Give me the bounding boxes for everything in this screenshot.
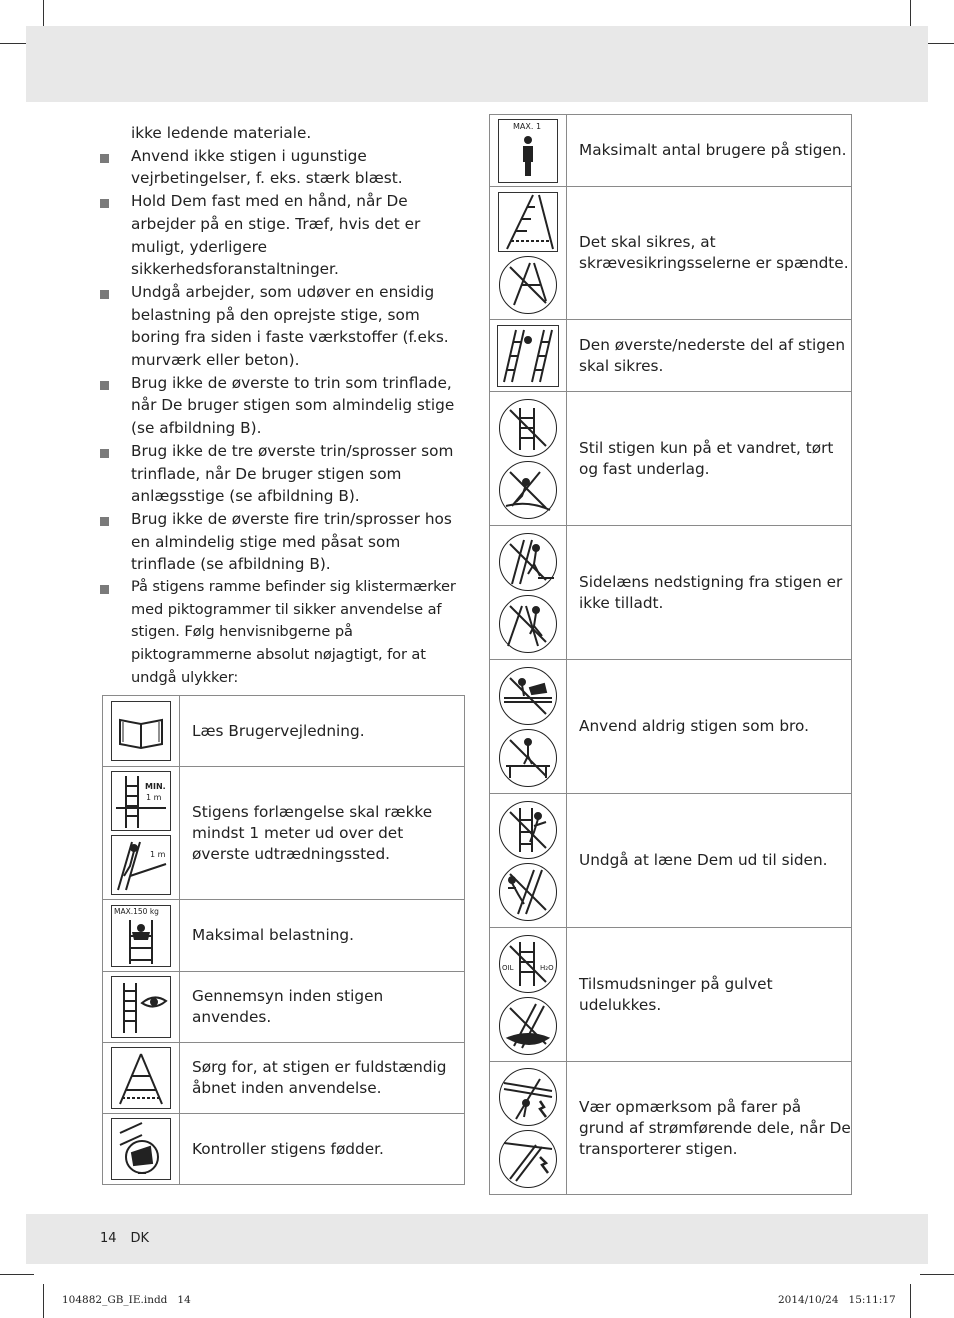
no-bridge-icon bbox=[490, 667, 566, 787]
pictogram-text: Maksimal belastning. bbox=[180, 900, 465, 972]
ladder-feet-icon bbox=[111, 1118, 171, 1180]
pictogram-text: Stigens forlængelse skal række mindst 1 meter ud over det øverste udtrædningssted. bbox=[180, 767, 465, 900]
pictogram-text: Maksimalt antal brugere på stigen. bbox=[567, 115, 852, 187]
bullet-square bbox=[100, 199, 109, 208]
electric-hazard-icon bbox=[490, 1068, 566, 1188]
overreach-circle-icon bbox=[499, 801, 557, 859]
pictogram-cell bbox=[103, 900, 180, 972]
pictogram-cell bbox=[490, 1062, 567, 1195]
pictogram-cell bbox=[490, 526, 567, 660]
open-ladder-icon bbox=[111, 1047, 171, 1109]
pictogram-text: Undgå at læne Dem ud til siden. bbox=[567, 794, 852, 928]
book-icon bbox=[111, 701, 171, 761]
pictogram-row bbox=[490, 794, 852, 928]
distance-label: 1 m bbox=[146, 793, 162, 802]
bullet-item bbox=[100, 145, 468, 190]
pictogram-cell bbox=[490, 794, 567, 928]
pictogram-row bbox=[490, 928, 852, 1062]
pictogram-text: Anvend aldrig stigen som bro. bbox=[567, 660, 852, 794]
pictogram-row bbox=[103, 767, 465, 900]
bullet-text: Brug ikke de øverste to trin som trinflade, når De bruger stigen som almindelig stige (se afbildning B). bbox=[131, 373, 455, 438]
ladder-extension-top-icon bbox=[111, 771, 171, 831]
water-label: H₂O bbox=[540, 963, 554, 972]
pictogram-row bbox=[490, 526, 852, 660]
pictogram-row bbox=[490, 320, 852, 392]
pictogram-text: Gennemsyn inden stigen anvendes. bbox=[180, 972, 465, 1043]
no-contamination-icon bbox=[490, 935, 566, 1055]
page-footer bbox=[100, 1231, 163, 1246]
bullet-square bbox=[100, 381, 109, 390]
no-overreach-icon bbox=[490, 801, 566, 921]
bullet-text: På stigens ramme befinder sig klistermærker med piktogrammer til sikker anvendelse af stigen. Følg henvisnibgerne på piktogrammerne absolut nøjagtigt, for at undgå ulykker: bbox=[131, 578, 456, 686]
bullet-square bbox=[100, 154, 109, 163]
page-number: 14 bbox=[100, 1231, 117, 1246]
distance-label: 1 m bbox=[150, 850, 166, 859]
bullet-item bbox=[100, 281, 468, 372]
bullet-text: Undgå arbejder, som udøver en ensidig belastning på den oprejste stige, som boring fra siden i faste værkstoffer (f.eks. murværk eller beton). bbox=[131, 282, 449, 370]
pictogram-cell bbox=[490, 660, 567, 794]
crop-mark bbox=[0, 1274, 34, 1275]
pictogram-cell bbox=[490, 115, 567, 187]
pictogram-row bbox=[490, 187, 852, 320]
pictogram-row bbox=[103, 1043, 465, 1114]
bullet-item bbox=[100, 508, 468, 576]
pictogram-cell bbox=[490, 928, 567, 1062]
secure-ladder-icon bbox=[497, 325, 559, 387]
pictogram-table-left bbox=[102, 695, 465, 1185]
pictogram-cell bbox=[103, 696, 180, 767]
ladder-ground-circle-icon bbox=[499, 399, 557, 457]
power-line-circle-icon bbox=[499, 1068, 557, 1126]
inspect-ladder-icon bbox=[111, 976, 171, 1038]
pictogram-row bbox=[103, 696, 465, 767]
pictogram-row bbox=[490, 392, 852, 526]
ladder-extension-icon bbox=[103, 771, 179, 895]
bullet-text: Brug ikke de tre øverste trin/sprosser som trinflade, når De bruger stigen som anlægsstige (se afbildning B). bbox=[131, 441, 454, 506]
spreader-straps-icon bbox=[490, 192, 566, 314]
bullet-square bbox=[100, 449, 109, 458]
bullet-square bbox=[100, 585, 109, 594]
uneven-ground-circle-icon bbox=[499, 461, 557, 519]
pictogram-row bbox=[103, 972, 465, 1043]
pictogram-table-right bbox=[489, 114, 852, 1195]
pictogram-row bbox=[490, 660, 852, 794]
bullet-item bbox=[100, 576, 468, 690]
step-ladder-icon bbox=[498, 192, 558, 252]
side-dismount-step-circle-icon bbox=[499, 595, 557, 653]
pictogram-text: Sørg for, at stigen er fuldstændig åbnet inden anvendelse. bbox=[180, 1043, 465, 1114]
oil-water-circle-icon bbox=[499, 935, 557, 993]
safety-instructions bbox=[100, 122, 468, 690]
max-users-label: MAX. 1 bbox=[513, 121, 542, 131]
continuation-text: ikke ledende materiale. bbox=[131, 124, 312, 142]
bullet-text: Brug ikke de øverste fire trin/sprosser hos en almindelig stige med påsat som trinflade (se afbildning B). bbox=[131, 509, 452, 574]
lean-out-circle-icon bbox=[499, 863, 557, 921]
max-load-icon bbox=[111, 905, 171, 967]
bullet-square bbox=[100, 517, 109, 526]
min-label: MIN. bbox=[145, 782, 166, 791]
ladder-extension-bottom-icon bbox=[111, 835, 171, 895]
pictogram-text: Vær opmærksom på farer på grund af strømførende dele, når De transporterer stigen. bbox=[567, 1062, 852, 1195]
level-ground-icon bbox=[490, 399, 566, 519]
pictogram-text: Tilsmudsninger på gulvet udelukkes. bbox=[567, 928, 852, 1062]
bullet-square bbox=[100, 290, 109, 299]
side-dismount-circle-icon bbox=[499, 533, 557, 591]
step-ladder-circle-icon bbox=[499, 256, 557, 314]
bullet-text: Anvend ikke stigen i ugunstige vejrbetingelser, f. eks. stærk blæst. bbox=[131, 146, 403, 188]
pictogram-text: Det skal sikres, at skrævesikringsselerne er spændte. bbox=[567, 187, 852, 320]
pictogram-text: Stil stigen kun på et vandret, tørt og fast underlag. bbox=[567, 392, 852, 526]
oil-label: OIL bbox=[502, 963, 514, 972]
print-slug-timestamp: 2014/10/24 15:11:17 bbox=[778, 1294, 896, 1306]
bullet-text: Hold Dem fast med en hånd, når De arbejder på en stige. Træf, hvis det er muligt, yderligere sikkerhedsforanstaltninger. bbox=[131, 192, 421, 279]
pictogram-cell bbox=[490, 187, 567, 320]
pictogram-text: Sidelæns nedstigning fra stigen er ikke tilladt. bbox=[567, 526, 852, 660]
pictogram-row bbox=[490, 115, 852, 187]
ladder-bridge-walk-circle-icon bbox=[499, 729, 557, 787]
pictogram-cell bbox=[103, 972, 180, 1043]
no-side-dismount-icon bbox=[490, 533, 566, 653]
pictogram-cell bbox=[103, 767, 180, 900]
language-code: DK bbox=[130, 1231, 150, 1246]
pictogram-row bbox=[103, 900, 465, 972]
pictogram-cell bbox=[103, 1043, 180, 1114]
header-band bbox=[26, 26, 928, 102]
pictogram-text: Kontroller stigens fødder. bbox=[180, 1114, 465, 1185]
bullet-item bbox=[100, 440, 468, 508]
ladder-bridge-circle-icon bbox=[499, 667, 557, 725]
crop-mark bbox=[920, 1274, 954, 1275]
slippery-floor-circle-icon bbox=[499, 997, 557, 1055]
crop-mark bbox=[910, 1284, 911, 1318]
pictogram-text: Læs Brugervejledning. bbox=[180, 696, 465, 767]
pictogram-text: Den øverste/nederste del af stigen skal sikres. bbox=[567, 320, 852, 392]
bullet-item bbox=[100, 372, 468, 440]
pictogram-cell bbox=[490, 320, 567, 392]
pictogram-cell bbox=[103, 1114, 180, 1185]
power-line-carry-circle-icon bbox=[499, 1130, 557, 1188]
max-users-icon bbox=[498, 119, 558, 183]
pictogram-row bbox=[490, 1062, 852, 1195]
print-slug-file: 104882_GB_IE.indd 14 bbox=[62, 1294, 191, 1306]
bullet-item bbox=[100, 190, 468, 281]
max-load-label: MAX.150 kg bbox=[114, 906, 159, 916]
crop-mark bbox=[43, 1284, 44, 1318]
pictogram-cell bbox=[490, 392, 567, 526]
pictogram-row bbox=[103, 1114, 465, 1185]
